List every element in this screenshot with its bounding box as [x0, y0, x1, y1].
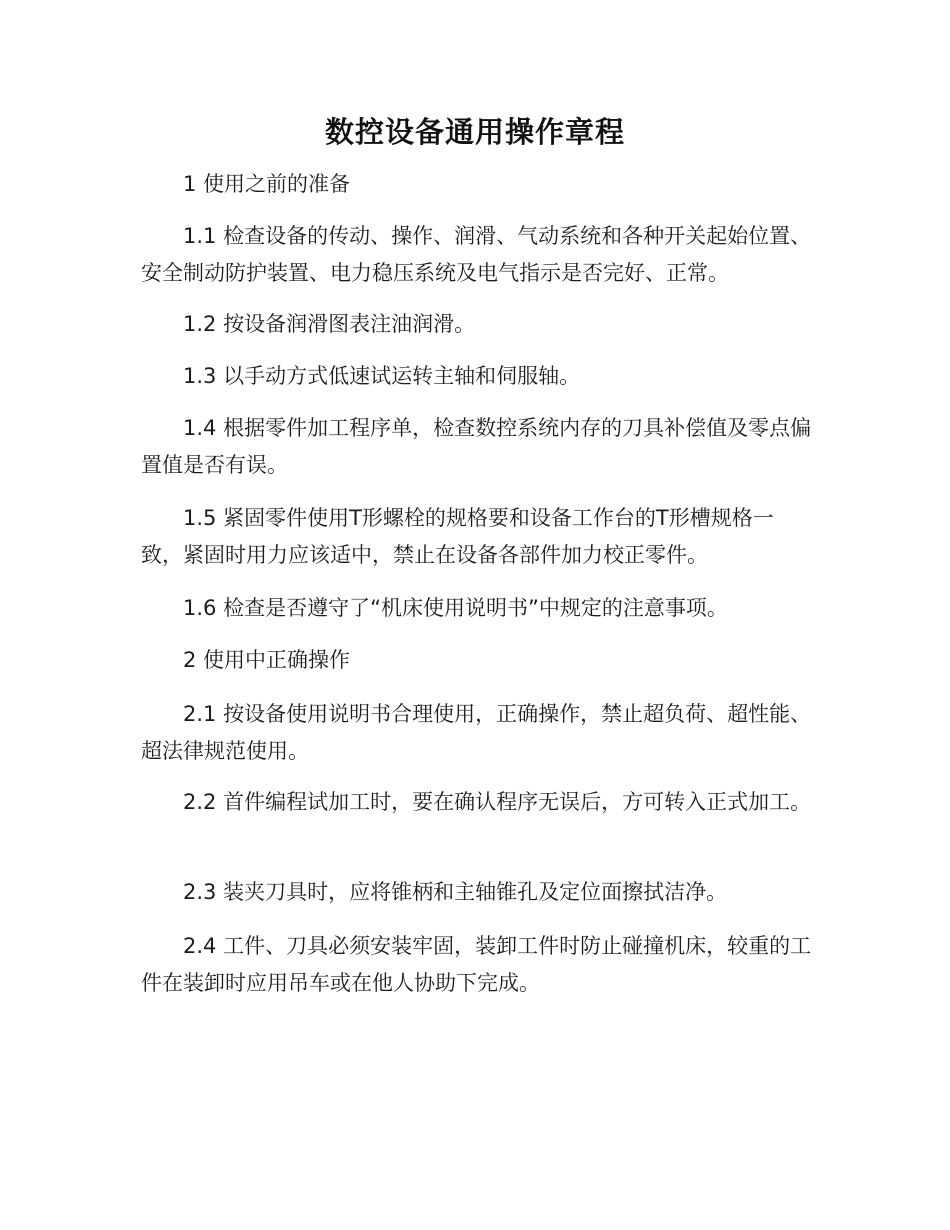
- paragraph-1-1-block: [141, 218, 813, 292]
- paragraph-1-2: 1.2 按设备润滑图表注油润滑。: [183, 312, 476, 336]
- paragraph-2-2-block: [141, 784, 813, 821]
- paragraph-2-1: 2.1 按设备使用说明书合理使用，正确操作，禁止超负荷、超性能、超法律规范使用。: [141, 702, 812, 763]
- paragraph-1-1: 1.1 检查设备的传动、操作、润滑、气动系统和各种开关起始位置、安全制动防护装置、电力稳压系统及电气指示是否完好、正常。: [141, 224, 812, 285]
- paragraph-2-4-block: [141, 928, 813, 1002]
- section-1-heading-block: [141, 166, 813, 203]
- section-heading: 2 使用中正确操作: [183, 648, 351, 672]
- paragraph-1-4-block: [141, 410, 813, 484]
- paragraph-2-3-block: [141, 874, 813, 911]
- document-title: 数控设备通用操作章程: [324, 115, 625, 149]
- paragraph-1-6-block: [141, 590, 813, 627]
- paragraph-1-6: 1.6 检查是否遵守了“机床使用说明书”中规定的注意事项。: [183, 596, 728, 620]
- paragraph-1-3: 1.3 以手动方式低速试运转主轴和伺服轴。: [183, 364, 581, 388]
- paragraph-1-3-block: [141, 358, 813, 395]
- paragraph-2-1-block: [141, 696, 813, 770]
- section-2-heading-block: [141, 642, 813, 679]
- section-heading: 1 使用之前的准备: [183, 172, 351, 196]
- paragraph-1-5-block: [141, 500, 813, 574]
- paragraph-1-5: 1.5 紧固零件使用T形螺栓的规格要和设备工作台的T形槽规格一致，紧固时用力应该适中，禁止在设备各部件加力校正零件。: [141, 506, 774, 567]
- paragraph-2-2: 2.2 首件编程试加工时，要在确认程序无误后，方可转入正式加工。: [183, 790, 812, 814]
- paragraph-1-2-block: [141, 306, 813, 343]
- paragraph-1-4: 1.4 根据零件加工程序单，检查数控系统内存的刀具补偿值及零点偏置值是否有误。: [141, 416, 812, 477]
- paragraph-2-3: 2.3 装夹刀具时，应将锥柄和主轴锥孔及定位面擦拭洁净。: [183, 880, 728, 904]
- paragraph-2-4: 2.4 工件、刀具必须安装牢固，装卸工件时防止碰撞机床，较重的工件在装卸时应用吊车或在他人协助下完成。: [141, 934, 812, 995]
